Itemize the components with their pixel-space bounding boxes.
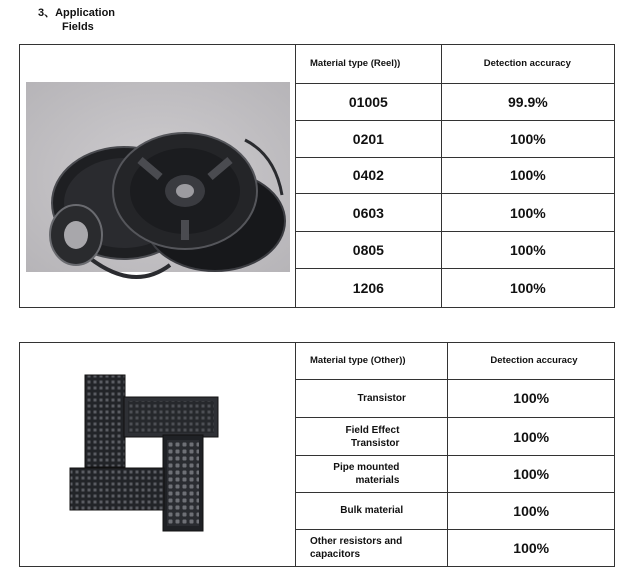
reel-photo bbox=[20, 45, 295, 302]
other-col-accuracy-header: Detection accuracy bbox=[448, 343, 615, 380]
reel-material-cell: 0805 bbox=[296, 232, 442, 269]
reel-col-accuracy-header: Detection accuracy bbox=[441, 45, 614, 84]
other-material-cell: Pipe mounted materials bbox=[296, 456, 448, 493]
other-accuracy-cell: 100% bbox=[448, 418, 615, 456]
reel-material-cell: 1206 bbox=[296, 269, 442, 308]
section-heading-line1: 3、Application bbox=[38, 7, 116, 19]
reel-image-cell bbox=[20, 45, 296, 308]
reel-material-cell: 01005 bbox=[296, 83, 442, 120]
tray-image-cell bbox=[20, 343, 296, 567]
reel-accuracy-cell: 100% bbox=[441, 232, 614, 269]
other-material-cell: Bulk material bbox=[296, 493, 448, 530]
other-material-cell: Transistor bbox=[296, 379, 448, 417]
other-accuracy-cell: 100% bbox=[448, 493, 615, 530]
reel-accuracy-cell: 100% bbox=[441, 269, 614, 308]
reel-material-cell: 0603 bbox=[296, 194, 442, 232]
reel-accuracy-cell: 100% bbox=[441, 120, 614, 157]
tray-photo bbox=[20, 343, 295, 561]
other-material-table bbox=[19, 342, 615, 567]
reel-col-material-header: Material type (Reel)) bbox=[296, 45, 442, 84]
reel-accuracy-cell: 100% bbox=[441, 157, 614, 194]
other-accuracy-cell: 100% bbox=[448, 529, 615, 566]
other-material-cell: Field Effect Transistor bbox=[296, 418, 448, 456]
other-accuracy-cell: 100% bbox=[448, 379, 615, 417]
section-heading bbox=[38, 6, 115, 34]
other-col-material-header: Material type (Other)) bbox=[296, 343, 448, 380]
reel-material-cell: 0201 bbox=[296, 120, 442, 157]
other-material-cell: Other resistors and capacitors bbox=[296, 529, 448, 566]
section-heading-line2: Fields bbox=[62, 21, 94, 33]
reel-material-cell: 0402 bbox=[296, 157, 442, 194]
reel-accuracy-cell: 100% bbox=[441, 194, 614, 232]
reel-material-table bbox=[19, 44, 615, 308]
other-accuracy-cell: 100% bbox=[448, 456, 615, 493]
reel-accuracy-cell: 99.9% bbox=[441, 83, 614, 120]
